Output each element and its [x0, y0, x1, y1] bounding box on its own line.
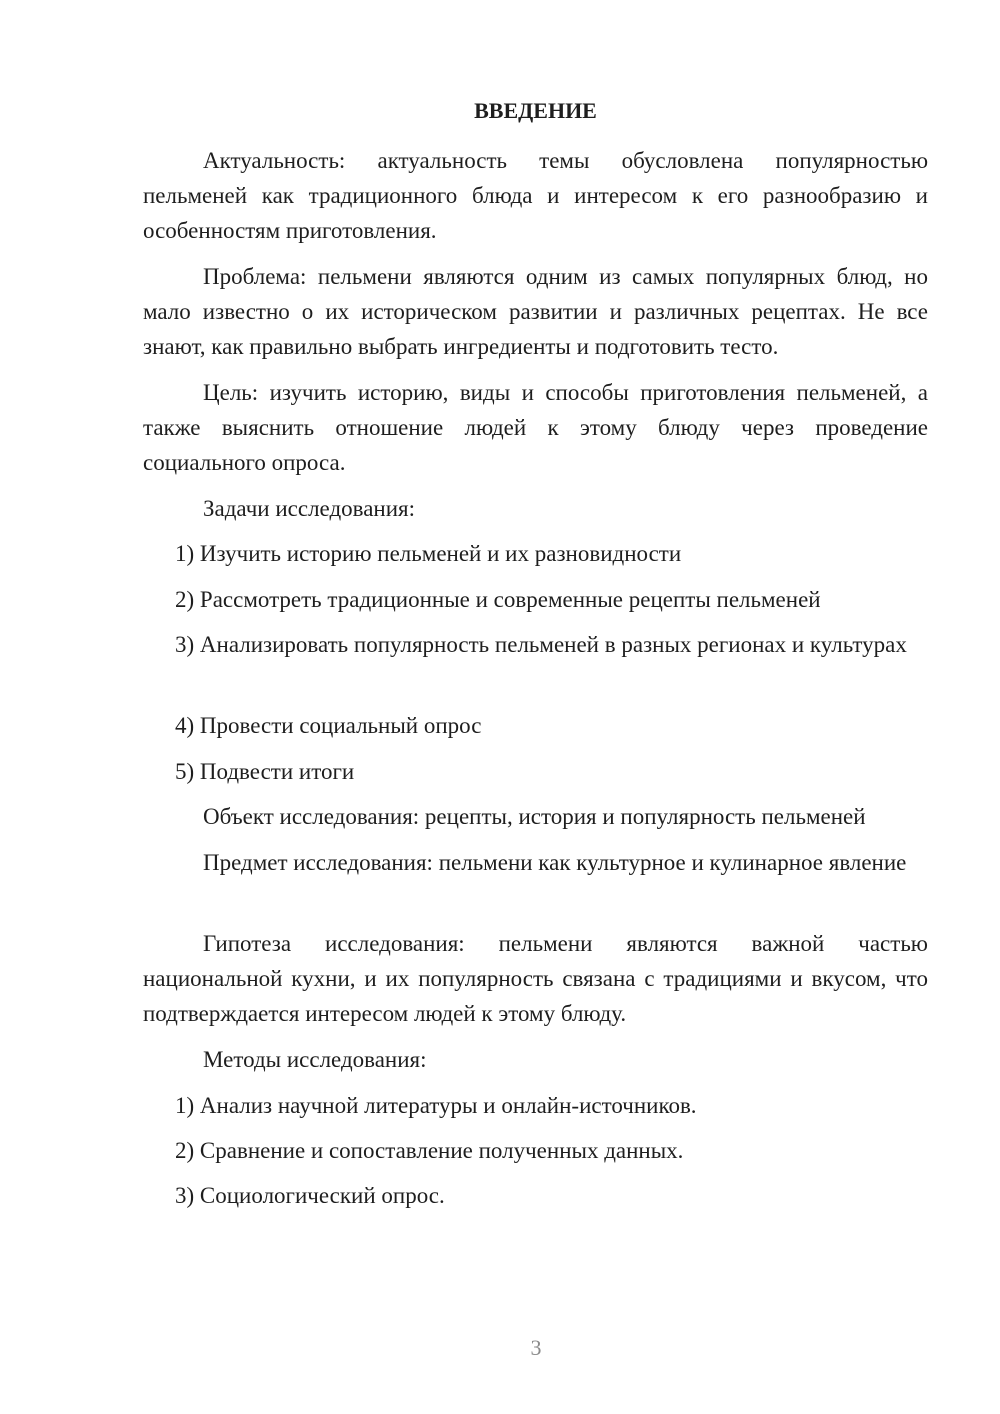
- object-paragraph: Объект исследования: рецепты, история и популярность пельменей: [203, 804, 866, 829]
- goal-paragraph: Цель: изучить историю, виды и способы приготовления пельменей, а также выяснить отношение людей к этому блюду через проведение социального опроса.: [143, 380, 928, 475]
- page-title: ВВЕДЕНИЕ: [474, 98, 597, 123]
- subject-paragraph: Предмет исследования: пельмени как культурное и кулинарное явление: [203, 850, 907, 875]
- actuality-paragraph: Актуальность: актуальность темы обусловлена популярностью пельменей как традиционного блюда и интересом к его разнообразию и особенностям приготовления.: [143, 148, 928, 243]
- method-item: 2) Сравнение и сопоставление полученных данных.: [175, 1138, 684, 1163]
- method-item: 1) Анализ научной литературы и онлайн-источников.: [175, 1093, 697, 1118]
- task-item: 4) Провести социальный опрос: [175, 713, 482, 738]
- page-number: 3: [530, 1335, 542, 1360]
- methods-heading: Методы исследования:: [203, 1047, 427, 1072]
- task-item: 2) Рассмотреть традиционные и современные рецепты пельменей: [175, 587, 821, 612]
- method-item: 3) Социологический опрос.: [175, 1183, 445, 1208]
- task-item: 1) Изучить историю пельменей и их разновидности: [175, 541, 682, 566]
- hypothesis-paragraph: Гипотеза исследования: пельмени являются важной частью национальной кухни, и их популярность связана с традициями и вкусом, что подтверждается интересом людей к этому блюду.: [143, 931, 928, 1026]
- task-item: 5) Подвести итоги: [175, 759, 355, 784]
- problem-paragraph: Проблема: пельмени являются одним из самых популярных блюд, но мало известно о их историческом развитии и различных рецептах. Не все знают, как правильно выбрать ингредиенты и подготовить тесто.: [143, 264, 928, 359]
- tasks-heading: Задачи исследования:: [203, 496, 416, 521]
- task-item: 3) Анализировать популярность пельменей в разных регионах и культурах: [175, 632, 907, 657]
